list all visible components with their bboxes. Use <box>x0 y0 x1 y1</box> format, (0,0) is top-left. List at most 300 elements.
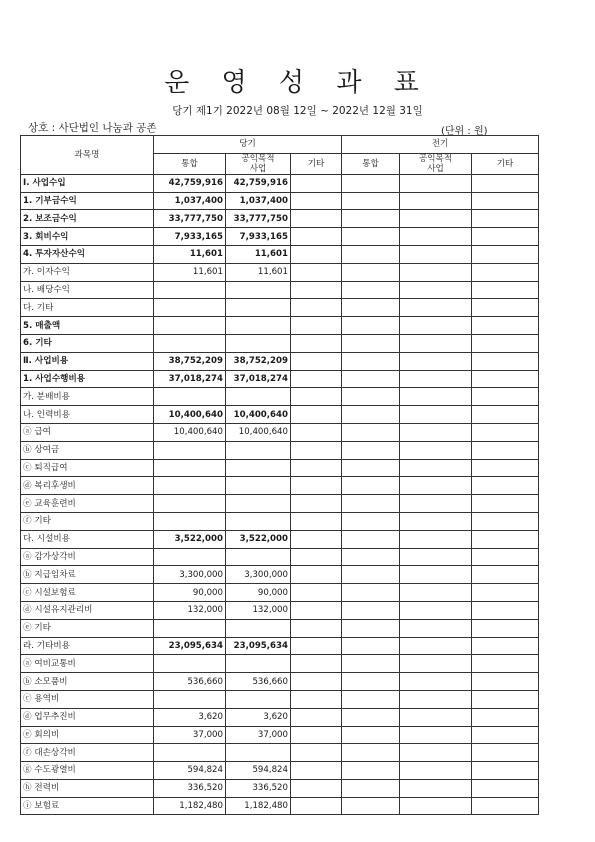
row-prior-public <box>400 334 472 352</box>
row-prior-total <box>342 263 400 281</box>
header-public-line1: 공익목적 <box>241 153 275 164</box>
row-current-other <box>291 797 342 815</box>
row-prior-total <box>342 619 400 637</box>
row-prior-other <box>472 495 539 513</box>
row-current-public: 1,037,400 <box>226 192 291 210</box>
row-current-total <box>154 299 226 317</box>
row-account-name: 5. 매출액 <box>21 317 154 335</box>
row-account-name: ⓒ 시설보험료 <box>21 584 154 602</box>
header-current-other: 기타 <box>291 153 342 174</box>
row-prior-public <box>400 779 472 797</box>
table-row <box>21 495 539 513</box>
row-current-total: 1,037,400 <box>154 192 226 210</box>
row-current-other <box>291 530 342 548</box>
row-prior-total <box>342 370 400 388</box>
table-row <box>21 352 539 370</box>
row-current-public: 38,752,209 <box>226 352 291 370</box>
row-prior-total <box>342 423 400 441</box>
row-current-total: 37,000 <box>154 726 226 744</box>
row-prior-total <box>342 192 400 210</box>
row-current-other <box>291 495 342 513</box>
header-public-line2: 사업 <box>427 163 444 174</box>
row-account-name: ⓘ 보험료 <box>21 797 154 815</box>
row-prior-total <box>342 441 400 459</box>
row-current-other <box>291 637 342 655</box>
row-current-total: 11,601 <box>154 245 226 263</box>
table-row <box>21 477 539 495</box>
row-prior-public <box>400 726 472 744</box>
row-current-total: 7,933,165 <box>154 228 226 246</box>
table-row <box>21 530 539 548</box>
row-prior-total <box>342 726 400 744</box>
table-row <box>21 245 539 263</box>
row-prior-total <box>342 334 400 352</box>
row-prior-public <box>400 406 472 424</box>
row-current-other <box>291 228 342 246</box>
row-prior-public <box>400 619 472 637</box>
row-prior-public <box>400 459 472 477</box>
row-prior-public <box>400 566 472 584</box>
row-account-name: ⓒ 퇴직급여 <box>21 459 154 477</box>
row-current-public: 23,095,634 <box>226 637 291 655</box>
row-account-name: Ⅱ. 사업비용 <box>21 352 154 370</box>
row-prior-other <box>472 673 539 691</box>
row-prior-total <box>342 744 400 762</box>
row-prior-other <box>472 192 539 210</box>
reporting-period: 당기 제1기 2022년 08월 12일 ~ 2022년 12월 31일 <box>172 105 423 117</box>
row-current-total <box>154 281 226 299</box>
row-prior-total <box>342 245 400 263</box>
row-prior-total <box>342 281 400 299</box>
table-row <box>21 388 539 406</box>
table-row <box>21 263 539 281</box>
header-current-public <box>226 153 291 174</box>
row-prior-other <box>472 210 539 228</box>
row-current-other <box>291 619 342 637</box>
row-prior-other <box>472 263 539 281</box>
row-prior-other <box>472 299 539 317</box>
table-row <box>21 690 539 708</box>
row-current-total: 10,400,640 <box>154 406 226 424</box>
row-prior-other <box>472 459 539 477</box>
row-current-public: 10,400,640 <box>226 423 291 441</box>
row-prior-public <box>400 174 472 192</box>
row-prior-total <box>342 637 400 655</box>
header-prior-other: 기타 <box>472 153 539 174</box>
row-account-name: ⓖ 수도광열비 <box>21 762 154 780</box>
table-row <box>21 566 539 584</box>
row-prior-other <box>472 388 539 406</box>
table-row <box>21 726 539 744</box>
row-prior-total <box>342 566 400 584</box>
row-prior-public <box>400 673 472 691</box>
row-current-other <box>291 263 342 281</box>
row-account-name: 가. 이자수익 <box>21 263 154 281</box>
header-row-1 <box>21 136 539 154</box>
row-account-name: 4. 투자자산수익 <box>21 245 154 263</box>
table-row <box>21 174 539 192</box>
row-current-total: 3,300,000 <box>154 566 226 584</box>
row-current-total: 132,000 <box>154 601 226 619</box>
row-account-name: ⓑ 소모품비 <box>21 673 154 691</box>
row-prior-public <box>400 192 472 210</box>
row-prior-public <box>400 530 472 548</box>
row-current-public <box>226 388 291 406</box>
table-row <box>21 601 539 619</box>
header-account: 과목명 <box>21 136 154 175</box>
row-prior-other <box>472 708 539 726</box>
row-current-total <box>154 388 226 406</box>
row-account-name: 6. 기타 <box>21 334 154 352</box>
row-current-other <box>291 655 342 673</box>
row-prior-other <box>472 779 539 797</box>
row-current-other <box>291 370 342 388</box>
row-current-public <box>226 459 291 477</box>
row-current-other <box>291 352 342 370</box>
row-prior-other <box>472 334 539 352</box>
row-current-public: 11,601 <box>226 263 291 281</box>
row-current-total: 23,095,634 <box>154 637 226 655</box>
row-current-other <box>291 210 342 228</box>
row-prior-other <box>472 477 539 495</box>
row-current-other <box>291 192 342 210</box>
row-current-other <box>291 245 342 263</box>
row-account-name: ⓗ 전력비 <box>21 779 154 797</box>
row-account-name: 나. 인력비용 <box>21 406 154 424</box>
row-prior-other <box>472 406 539 424</box>
row-account-name: 다. 시설비용 <box>21 530 154 548</box>
row-current-other <box>291 548 342 566</box>
row-current-public <box>226 334 291 352</box>
row-account-name: ⓐ 여비교통비 <box>21 655 154 673</box>
row-current-other <box>291 281 342 299</box>
row-prior-public <box>400 601 472 619</box>
row-current-public <box>226 299 291 317</box>
row-current-other <box>291 762 342 780</box>
row-current-other <box>291 441 342 459</box>
row-prior-public <box>400 281 472 299</box>
header-public-line2: 사업 <box>249 163 267 174</box>
row-prior-total <box>342 299 400 317</box>
row-current-other <box>291 726 342 744</box>
document-title: 운 영 성 과 표 <box>164 68 431 98</box>
row-current-public <box>226 744 291 762</box>
row-current-public: 33,777,750 <box>226 210 291 228</box>
row-current-public <box>226 548 291 566</box>
row-prior-public <box>400 797 472 815</box>
row-prior-total <box>342 530 400 548</box>
row-account-name: ⓒ 용역비 <box>21 690 154 708</box>
row-prior-total <box>342 690 400 708</box>
row-prior-public <box>400 317 472 335</box>
row-current-other <box>291 601 342 619</box>
row-current-public: 1,182,480 <box>226 797 291 815</box>
row-prior-public <box>400 299 472 317</box>
row-prior-public <box>400 744 472 762</box>
row-prior-other <box>472 423 539 441</box>
row-current-total: 33,777,750 <box>154 210 226 228</box>
row-current-total: 11,601 <box>154 263 226 281</box>
row-current-public: 10,400,640 <box>226 406 291 424</box>
row-prior-public <box>400 584 472 602</box>
row-current-total: 42,759,916 <box>154 174 226 192</box>
row-prior-total <box>342 317 400 335</box>
row-current-total <box>154 495 226 513</box>
row-current-other <box>291 690 342 708</box>
row-current-total: 10,400,640 <box>154 423 226 441</box>
row-account-name: ⓐ 급여 <box>21 423 154 441</box>
currency-unit: (단위 : 원) <box>441 126 488 137</box>
row-current-other <box>291 317 342 335</box>
row-prior-other <box>472 530 539 548</box>
row-current-public: 3,300,000 <box>226 566 291 584</box>
table-row <box>21 673 539 691</box>
row-prior-total <box>342 512 400 530</box>
row-prior-total <box>342 655 400 673</box>
row-prior-public <box>400 245 472 263</box>
row-prior-public <box>400 690 472 708</box>
row-prior-total <box>342 673 400 691</box>
row-prior-total <box>342 495 400 513</box>
table-row <box>21 334 539 352</box>
row-current-total: 3,522,000 <box>154 530 226 548</box>
row-current-total <box>154 441 226 459</box>
row-current-public: 3,620 <box>226 708 291 726</box>
row-current-public: 90,000 <box>226 584 291 602</box>
row-prior-other <box>472 584 539 602</box>
row-prior-other <box>472 566 539 584</box>
row-current-total: 594,824 <box>154 762 226 780</box>
row-prior-public <box>400 548 472 566</box>
table-row <box>21 228 539 246</box>
row-current-public <box>226 317 291 335</box>
row-prior-total <box>342 708 400 726</box>
row-current-public: 7,933,165 <box>226 228 291 246</box>
operating-results-table <box>20 135 539 815</box>
row-current-public: 37,000 <box>226 726 291 744</box>
row-prior-other <box>472 797 539 815</box>
row-account-name: 1. 기부금수익 <box>21 192 154 210</box>
row-prior-public <box>400 263 472 281</box>
row-prior-other <box>472 744 539 762</box>
row-prior-other <box>472 352 539 370</box>
table-row <box>21 637 539 655</box>
row-current-public: 336,520 <box>226 779 291 797</box>
row-prior-public <box>400 210 472 228</box>
row-prior-public <box>400 477 472 495</box>
header-prior-total: 통합 <box>342 153 400 174</box>
row-account-name: 라. 기타비용 <box>21 637 154 655</box>
row-current-total: 1,182,480 <box>154 797 226 815</box>
row-prior-public <box>400 228 472 246</box>
row-current-public: 536,660 <box>226 673 291 691</box>
row-current-other <box>291 388 342 406</box>
row-current-public <box>226 512 291 530</box>
row-current-other <box>291 459 342 477</box>
row-current-total <box>154 690 226 708</box>
row-prior-other <box>472 281 539 299</box>
row-current-total: 3,620 <box>154 708 226 726</box>
header-current-total: 통합 <box>154 153 226 174</box>
row-current-public: 42,759,916 <box>226 174 291 192</box>
row-prior-total <box>342 477 400 495</box>
table-row <box>21 423 539 441</box>
row-current-other <box>291 584 342 602</box>
row-current-total <box>154 548 226 566</box>
row-account-name: 나. 배당수익 <box>21 281 154 299</box>
company-name: 상호 : 사단법인 나눔과 공존 <box>28 122 157 134</box>
row-account-name: ⓐ 감가상각비 <box>21 548 154 566</box>
row-prior-other <box>472 370 539 388</box>
row-current-total <box>154 655 226 673</box>
row-current-other <box>291 406 342 424</box>
row-account-name: ⓓ 복리후생비 <box>21 477 154 495</box>
row-prior-other <box>472 690 539 708</box>
header-public-line1: 공익목적 <box>418 153 453 164</box>
row-account-name: ⓔ 기타 <box>21 619 154 637</box>
row-prior-public <box>400 655 472 673</box>
row-prior-other <box>472 228 539 246</box>
row-prior-public <box>400 637 472 655</box>
row-account-name: ⓑ 지급임차료 <box>21 566 154 584</box>
table-row <box>21 548 539 566</box>
row-prior-other <box>472 512 539 530</box>
table-row <box>21 281 539 299</box>
table-row <box>21 210 539 228</box>
row-account-name: ⓑ 상여금 <box>21 441 154 459</box>
row-prior-total <box>342 388 400 406</box>
table-row <box>21 655 539 673</box>
row-account-name: ⓓ 업무추진비 <box>21 708 154 726</box>
row-current-other <box>291 174 342 192</box>
table-row <box>21 762 539 780</box>
row-current-total: 90,000 <box>154 584 226 602</box>
row-account-name: 2. 보조금수익 <box>21 210 154 228</box>
row-prior-public <box>400 512 472 530</box>
row-prior-other <box>472 619 539 637</box>
table-row <box>21 584 539 602</box>
row-current-other <box>291 512 342 530</box>
row-prior-other <box>472 601 539 619</box>
row-prior-total <box>342 762 400 780</box>
row-prior-total <box>342 601 400 619</box>
row-current-other <box>291 423 342 441</box>
row-current-other <box>291 744 342 762</box>
row-current-other <box>291 477 342 495</box>
row-prior-other <box>472 548 539 566</box>
row-prior-total <box>342 352 400 370</box>
row-prior-public <box>400 708 472 726</box>
row-current-public: 132,000 <box>226 601 291 619</box>
row-current-public <box>226 441 291 459</box>
row-current-total <box>154 512 226 530</box>
row-prior-other <box>472 637 539 655</box>
table-row <box>21 797 539 815</box>
table-row <box>21 317 539 335</box>
row-current-total <box>154 317 226 335</box>
row-account-name: 1. 사업수행비용 <box>21 370 154 388</box>
header-prior-period: 전기 <box>342 136 539 154</box>
row-prior-public <box>400 352 472 370</box>
row-current-total: 536,660 <box>154 673 226 691</box>
row-account-name: ⓔ 회의비 <box>21 726 154 744</box>
row-prior-public <box>400 423 472 441</box>
row-current-public <box>226 655 291 673</box>
row-prior-other <box>472 726 539 744</box>
row-current-total <box>154 744 226 762</box>
row-current-public: 594,824 <box>226 762 291 780</box>
row-account-name: Ⅰ. 사업수입 <box>21 174 154 192</box>
table-row <box>21 370 539 388</box>
row-current-public <box>226 619 291 637</box>
row-prior-other <box>472 245 539 263</box>
table-row <box>21 299 539 317</box>
row-current-public <box>226 477 291 495</box>
row-current-public <box>226 690 291 708</box>
row-current-public <box>226 495 291 513</box>
row-prior-public <box>400 495 472 513</box>
row-current-other <box>291 708 342 726</box>
table-row <box>21 441 539 459</box>
row-account-name: ⓔ 교육훈련비 <box>21 495 154 513</box>
row-account-name: 다. 기타 <box>21 299 154 317</box>
table-row <box>21 779 539 797</box>
row-prior-public <box>400 441 472 459</box>
row-current-other <box>291 673 342 691</box>
table-row <box>21 459 539 477</box>
row-prior-total <box>342 584 400 602</box>
row-current-total <box>154 477 226 495</box>
row-prior-total <box>342 228 400 246</box>
row-prior-other <box>472 174 539 192</box>
table-row <box>21 744 539 762</box>
header-prior-public <box>400 153 472 174</box>
row-prior-other <box>472 762 539 780</box>
row-prior-other <box>472 655 539 673</box>
row-current-total <box>154 619 226 637</box>
table-row <box>21 512 539 530</box>
header-current-period: 당기 <box>154 136 342 154</box>
row-account-name: 가. 분배비용 <box>21 388 154 406</box>
row-current-other <box>291 299 342 317</box>
row-prior-total <box>342 210 400 228</box>
row-current-total <box>154 459 226 477</box>
row-prior-total <box>342 548 400 566</box>
row-prior-total <box>342 779 400 797</box>
row-account-name: ⓕ 대손상각비 <box>21 744 154 762</box>
row-current-total: 38,752,209 <box>154 352 226 370</box>
row-current-total: 336,520 <box>154 779 226 797</box>
row-current-public <box>226 281 291 299</box>
table-row <box>21 708 539 726</box>
row-current-other <box>291 334 342 352</box>
table-row <box>21 192 539 210</box>
row-prior-other <box>472 317 539 335</box>
row-current-other <box>291 779 342 797</box>
row-current-public: 3,522,000 <box>226 530 291 548</box>
row-prior-total <box>342 797 400 815</box>
row-prior-other <box>472 441 539 459</box>
row-account-name: ⓕ 기타 <box>21 512 154 530</box>
row-current-other <box>291 566 342 584</box>
table-row <box>21 406 539 424</box>
row-account-name: ⓓ 시설유지관리비 <box>21 601 154 619</box>
row-current-public: 37,018,274 <box>226 370 291 388</box>
table-row <box>21 619 539 637</box>
row-current-total: 37,018,274 <box>154 370 226 388</box>
table-body <box>21 174 539 815</box>
row-prior-public <box>400 370 472 388</box>
